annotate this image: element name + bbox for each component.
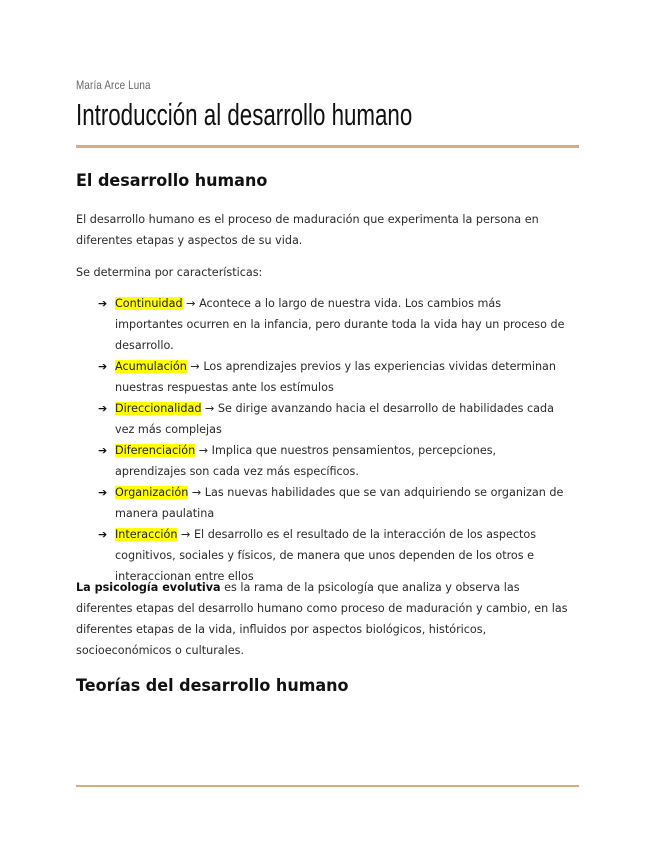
paragraph-text: es la rama de la psicología que analiza y observa las diferentes etapas del desarrollo humano como proceso de maduración y cambio, en las diferentes etapas de la vida, influidos por aspectos biológicos, históricos, socioeconómicos o culturales. bbox=[76, 581, 568, 657]
highlighted-term: Organización bbox=[115, 486, 189, 499]
highlighted-term: Interacción bbox=[115, 528, 178, 541]
highlighted-term: Acumulación bbox=[115, 360, 187, 373]
list-item bbox=[98, 440, 568, 482]
arrow-bullet-icon: ➔ bbox=[98, 486, 108, 499]
arrow-bullet-icon: ➔ bbox=[98, 297, 108, 310]
section-heading-desarrollo-humano: El desarrollo humano bbox=[76, 171, 268, 191]
list-item-text: → Implica que nuestros pensamientos, percepciones, aprendizajes son cada vez más específicos. bbox=[115, 444, 497, 478]
section-heading-teorias: Teorías del desarrollo humano bbox=[76, 676, 349, 696]
list-item-text: → Los aprendizajes previos y las experiencias vividas determinan nuestras respuestas ante los estímulos bbox=[115, 360, 557, 394]
author-name: María Arce Luna bbox=[76, 78, 151, 92]
characteristics-list bbox=[98, 293, 568, 587]
arrow-bullet-icon: ➔ bbox=[98, 360, 108, 373]
list-item bbox=[98, 293, 568, 356]
arrow-bullet-icon: ➔ bbox=[98, 402, 108, 415]
list-item bbox=[98, 356, 568, 398]
highlighted-term: Continuidad bbox=[115, 297, 183, 310]
title-divider bbox=[76, 145, 579, 148]
bold-term: La psicología evolutiva bbox=[76, 581, 221, 594]
footer-divider bbox=[76, 785, 579, 787]
highlighted-term: Direccionalidad bbox=[115, 402, 202, 415]
highlighted-term: Diferenciación bbox=[115, 444, 196, 457]
psicologia-evolutiva-paragraph bbox=[76, 577, 579, 661]
list-item-text: → El desarrollo es el resultado de la interacción de los aspectos cognitivos, sociales y físicos, de manera que unos dependen de los otros e interaccionan entre ellos bbox=[115, 528, 537, 583]
list-item-text: → Las nuevas habilidades que se van adquiriendo se organizan de manera paulatina bbox=[115, 486, 564, 520]
list-item bbox=[98, 398, 568, 440]
intro-paragraph: El desarrollo humano es el proceso de maduración que experimenta la persona en diferentes etapas y aspectos de su vida. bbox=[76, 213, 539, 247]
characteristics-intro: Se determina por características: bbox=[76, 266, 263, 279]
arrow-bullet-icon: ➔ bbox=[98, 444, 108, 457]
list-item-text: → Acontece a lo largo de nuestra vida. Los cambios más importantes ocurren en la infancia, pero durante toda la vida hay un proceso de desarrollo. bbox=[115, 297, 565, 352]
list-item bbox=[98, 482, 568, 524]
document-title: Introducción al desarrollo humano bbox=[76, 97, 413, 132]
list-item-text: → Se dirige avanzando hacia el desarrollo de habilidades cada vez más complejas bbox=[115, 402, 554, 436]
arrow-bullet-icon: ➔ bbox=[98, 528, 108, 541]
